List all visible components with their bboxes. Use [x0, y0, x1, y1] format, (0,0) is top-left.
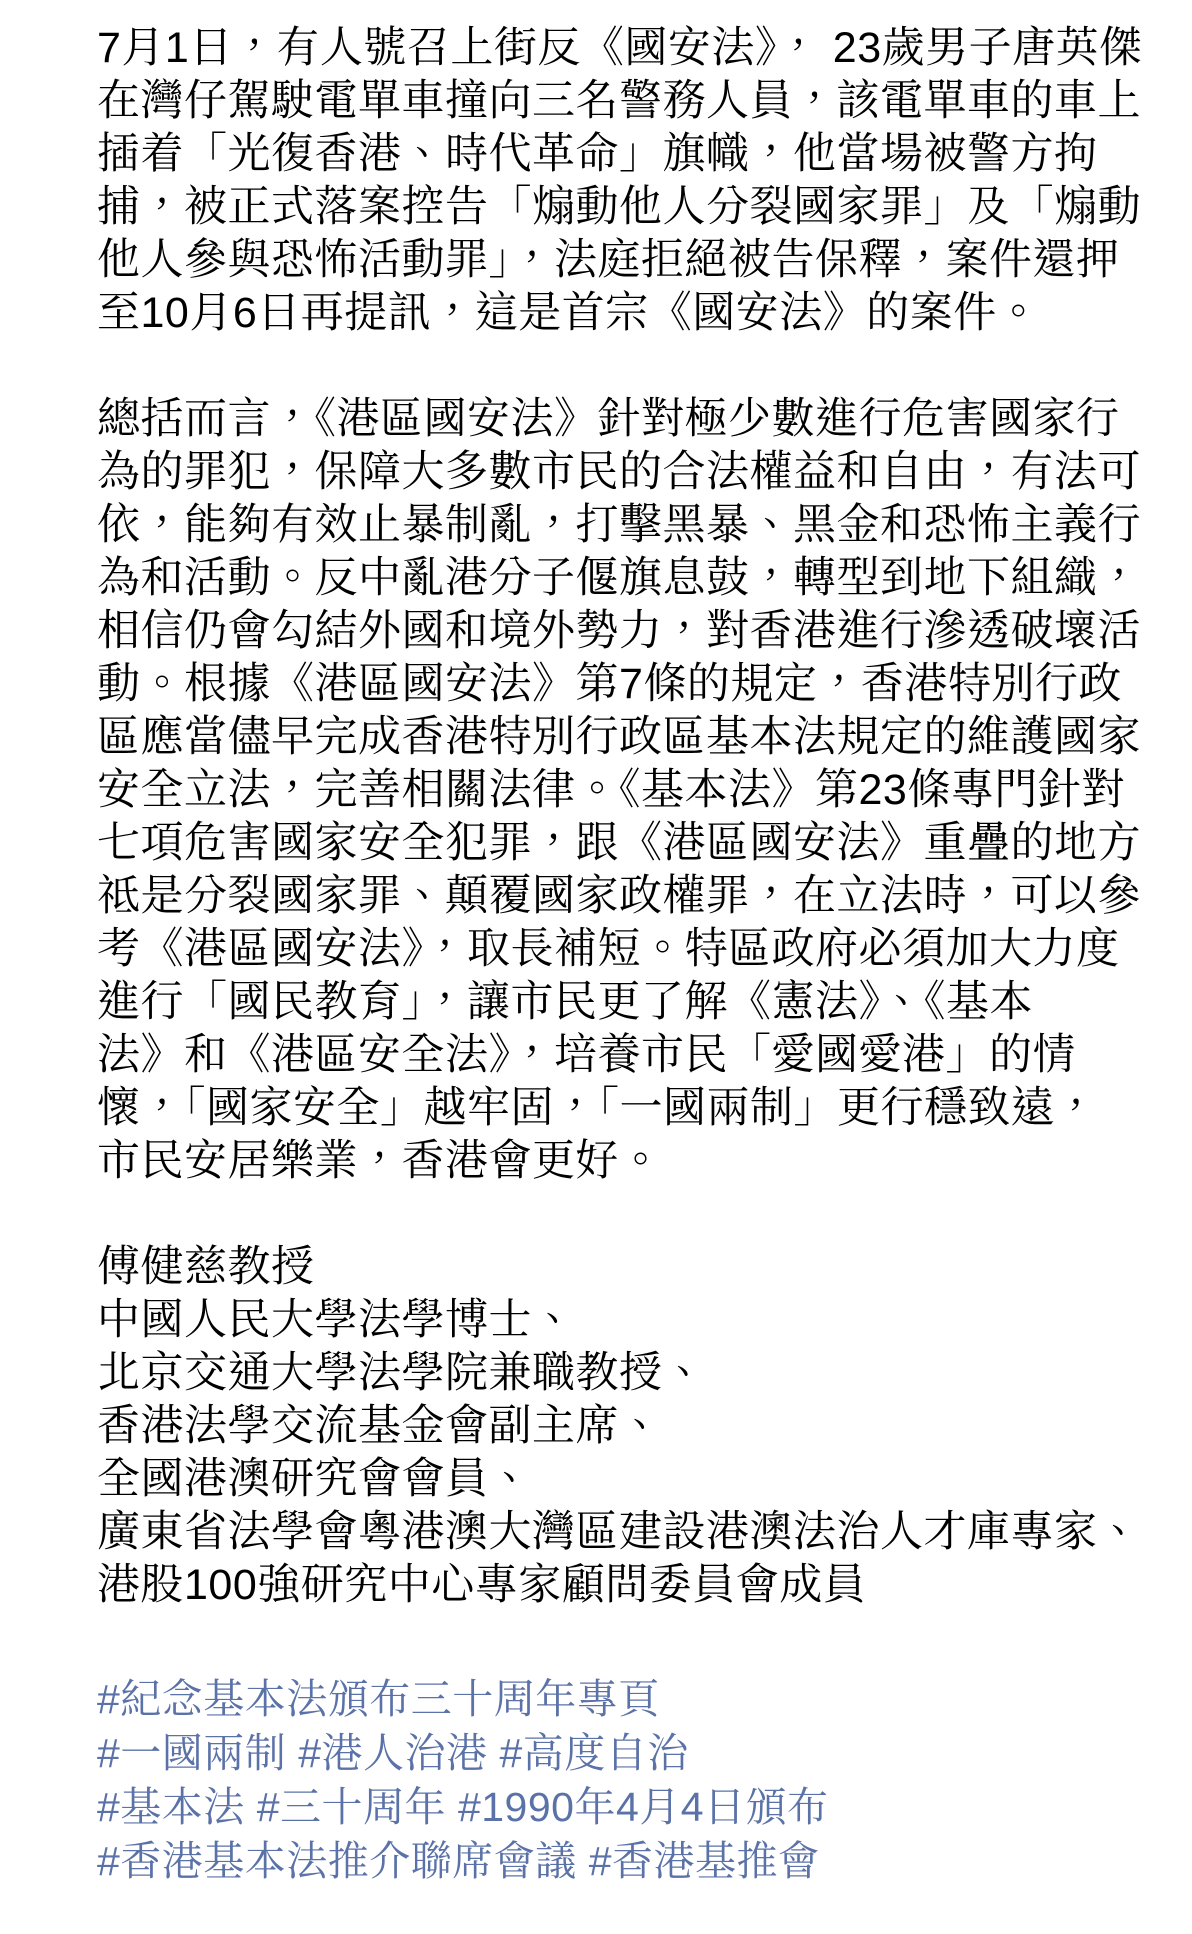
- text-line: 在灣仔駕駛電單車撞向三名警務人員，該電單車的車上: [97, 77, 1141, 125]
- text-line: 捕，被正式落案控告「煽動他人分裂國家罪」及「煽動: [97, 183, 1141, 231]
- text-line: 北京交通大學法學院兼職教授、: [97, 1349, 706, 1397]
- text-line: 法》和《港區安全法》，培養市民「愛國愛港」的情: [97, 1031, 1076, 1079]
- text-line: 港股100強研究中心專家顧問委員會成員: [97, 1561, 867, 1609]
- text-line: 他人參與恐怖活動罪」，法庭拒絕被告保釋，案件還押: [97, 236, 1120, 284]
- hashtag-block: [97, 1672, 1192, 1888]
- author-block: [97, 1241, 1192, 1612]
- hashtag-line: [97, 1780, 1192, 1834]
- text-line: 進行「國民教育」，讓市民更了解《憲法》、《基本: [97, 978, 1033, 1026]
- hashtag-link[interactable]: #紀念基本法頒布三十周年專頁: [97, 1676, 660, 1722]
- hashtag-line: [97, 1672, 1192, 1726]
- text-line: 七項危害國家安全犯罪，跟《港區國安法》重疊的地方: [97, 819, 1141, 867]
- text-line: 市民安居樂業，香港會更好。: [97, 1137, 663, 1185]
- hashtag-link[interactable]: #基本法: [97, 1784, 245, 1830]
- text-line: 祗是分裂國家罪、顛覆國家政權罪，在立法時，可以參: [97, 872, 1141, 920]
- text-line: 安全立法，完善相關法律。《基本法》第23條專門針對: [97, 766, 1125, 814]
- text-line: 全國港澳研究會會員、: [97, 1455, 532, 1503]
- text-line: 廣東省法學會粵港澳大灣區建設港澳法治人才庫專家、: [97, 1508, 1141, 1556]
- hashtag-link[interactable]: #三十周年: [256, 1784, 447, 1830]
- hashtag-link[interactable]: #香港基本法推介聯席會議: [97, 1838, 577, 1884]
- hashtag-link[interactable]: #港人治港: [298, 1730, 488, 1776]
- text-line: 至10月6日再提訊，這是首宗《國安法》的案件。: [97, 289, 1041, 337]
- hashtag-line: [97, 1726, 1192, 1780]
- hashtag-link[interactable]: #高度自治: [499, 1730, 689, 1776]
- text-line: 動。根據《港區國安法》第7條的規定，香港特別行政: [97, 660, 1122, 708]
- text-line: 傅健慈教授: [97, 1243, 315, 1291]
- hashtag-link[interactable]: #1990年4月4日頒布: [457, 1784, 829, 1830]
- hashtag-link[interactable]: #香港基推會: [588, 1838, 820, 1884]
- text-line: 相信仍會勾結外國和境外勢力，對香港進行滲透破壞活: [97, 607, 1141, 655]
- hashtag-line: [97, 1834, 1192, 1888]
- text-line: 考《港區國安法》，取長補短。特區政府必須加大力度: [97, 925, 1120, 973]
- text-line: 插着「光復香港、時代革命」旗幟，他當場被警方拘: [97, 130, 1098, 178]
- paragraph-summary: [97, 393, 1192, 1188]
- text-line: 香港法學交流基金會副主席、: [97, 1402, 663, 1450]
- text-line: 區應當儘早完成香港特別行政區基本法規定的維護國家: [97, 713, 1141, 761]
- hashtag-link[interactable]: #一國兩制: [97, 1730, 287, 1776]
- text-line: 7月1日，有人號召上街反《國安法》， 23歲男子唐英傑: [97, 24, 1143, 72]
- text-line: 為和活動。反中亂港分子偃旗息鼓，轉型到地下組織，: [97, 554, 1141, 602]
- text-line: 中國人民大學法學博士、: [97, 1296, 576, 1344]
- text-line: 為的罪犯，保障大多數市民的合法權益和自由，有法可: [97, 448, 1141, 496]
- text-line: 懷，「國家安全」越牢固，「一國兩制」更行穩致遠，: [97, 1084, 1098, 1132]
- text-line: 依，能夠有效止暴制亂，打擊黑暴、黑金和恐怖主義行: [97, 501, 1141, 549]
- text-line: 總括而言，《港區國安法》針對極少數進行危害國家行: [97, 395, 1120, 443]
- paragraph-incident: [97, 22, 1192, 340]
